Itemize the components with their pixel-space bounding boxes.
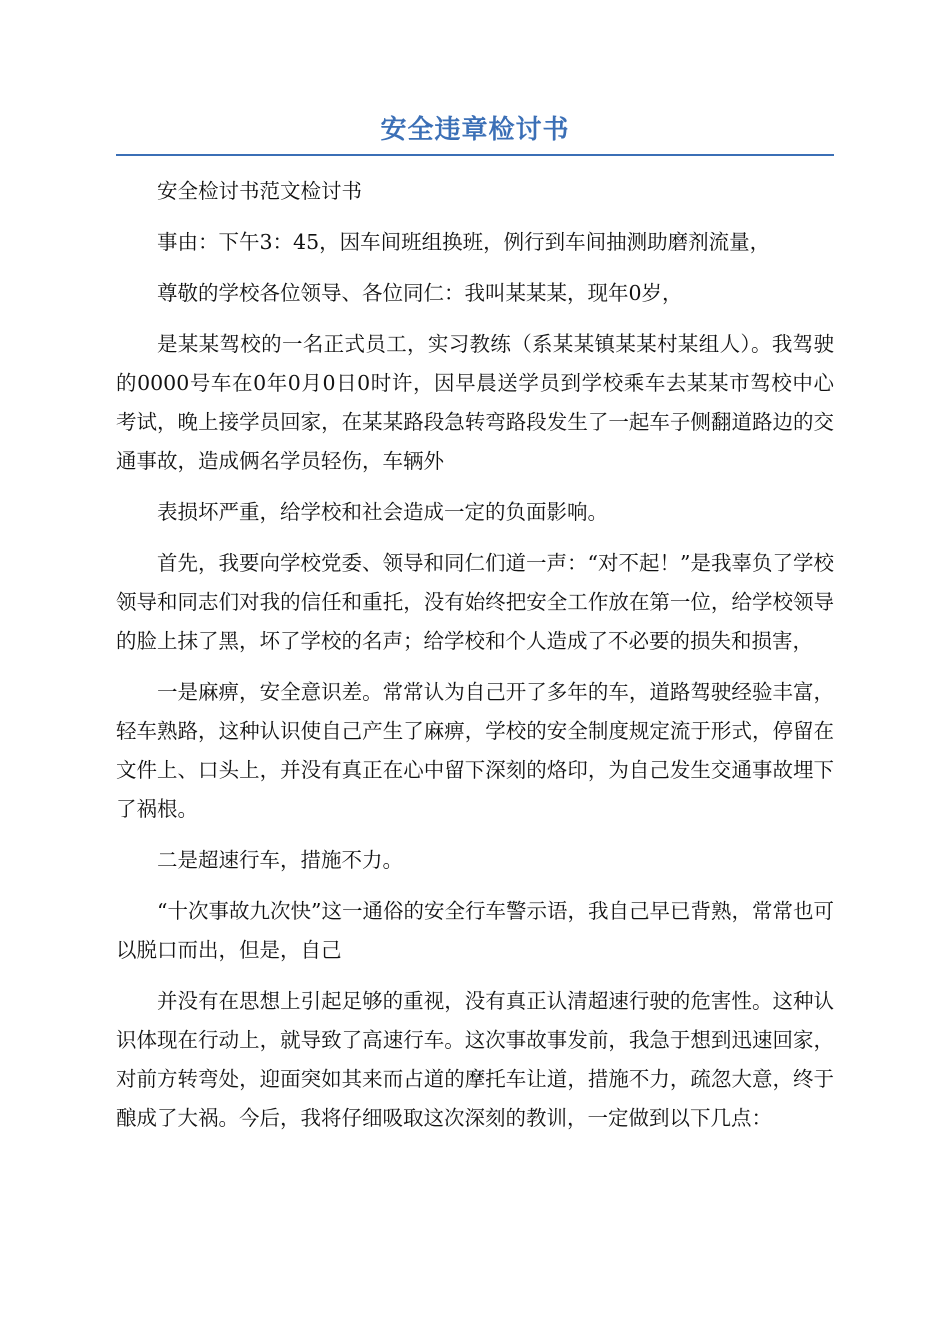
paragraph-incident: 是某某驾校的一名正式员工，实习教练（系某某镇某某村某组人）。我驾驶的0000号车在0年0月0日0时许，因早晨送学员到学校乘车去某某市驾校中心考试，晚上接学员回家，在某某路段急转弯路段发生了一起车子侧翻道路边的交通事故，造成俩名学员轻伤，车辆外 xyxy=(116,332,834,473)
paragraph-apology: 首先，我要向学校党委、领导和同仁们道一声：“对不起！”是我辜负了学校领导和同志们对我的信任和重托，没有始终把安全工作放在第一位，给学校领导的脸上抹了黑，坏了学校的名声；给学校和个人造成了不必要的损失和损害， xyxy=(116,551,834,653)
document-page xyxy=(116,108,834,1150)
paragraph-subtitle: 安全检讨书范文检讨书 xyxy=(157,179,362,203)
document-title: 安全违章检讨书 xyxy=(380,115,570,145)
paragraph-warning-slogan: “十次事故九次快”这一通俗的安全行车警示语，我自己早已背熟，常常也可以脱口而出，但是，自己 xyxy=(116,899,834,962)
title-underline xyxy=(116,154,834,156)
paragraph-greeting: 尊敬的学校各位领导、各位同仁：我叫某某某，现年0岁， xyxy=(157,281,683,305)
paragraph-point-one: 一是麻痹，安全意识差。常常认为自己开了多年的车，道路驾驶经验丰富，轻车熟路，这种认识使自己产生了麻痹，学校的安全制度规定流于形式，停留在文件上、口头上，并没有真正在心中留下深刻的烙印，为自己发生交通事故埋下了祸根。 xyxy=(116,680,834,821)
paragraph-damage: 表损坏严重，给学校和社会造成一定的负面影响。 xyxy=(157,500,608,524)
paragraph-reason: 事由：下午3：45，因车间班组换班，例行到车间抽测助磨剂流量， xyxy=(157,230,771,254)
paragraph-point-two: 二是超速行车，措施不力。 xyxy=(157,848,403,872)
paragraph-reflection: 并没有在思想上引起足够的重视，没有真正认清超速行驶的危害性。这种认识体现在行动上，就导致了高速行车。这次事故事发前，我急于想到迅速回家，对前方转弯处，迎面突如其来而占道的摩托车让道，措施不力，疏忽大意，终于酿成了大祸。今后，我将仔细吸取这次深刻的教训，一定做到以下几点： xyxy=(116,989,834,1130)
